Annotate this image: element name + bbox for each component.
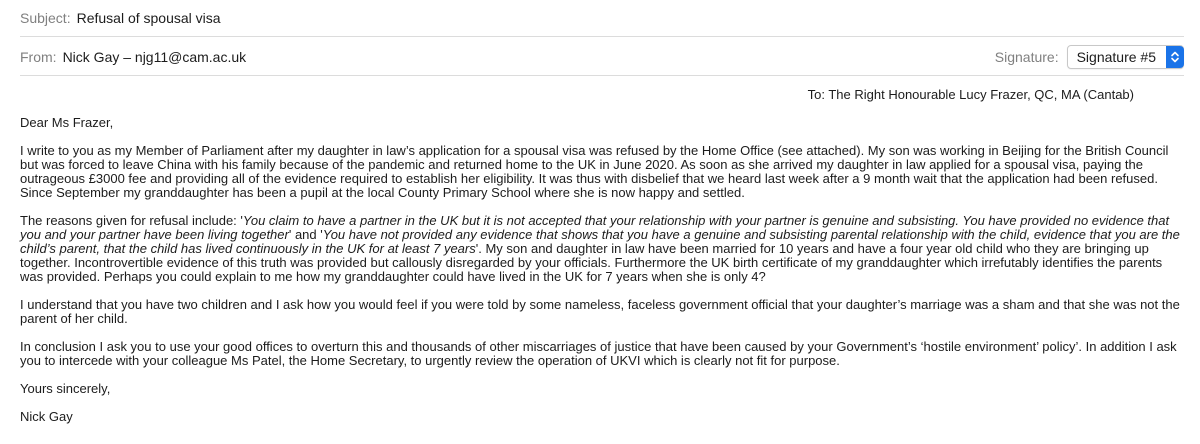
chevron-up-down-icon-graphic (1170, 50, 1180, 64)
chevron-up-down-icon[interactable] (1166, 46, 1184, 68)
from-label: From: (20, 48, 57, 65)
subject-label: Subject: (20, 10, 71, 26)
paragraph-2 (20, 214, 1180, 284)
signature-select[interactable] (1067, 45, 1184, 69)
signature-label: Signature: (994, 48, 1059, 65)
paragraph-2-intro: The reasons given for refusal include: ' (20, 213, 243, 228)
closing: Yours sincerely, (20, 381, 111, 396)
paragraph-1: I write to you as my Member of Parliament after my daughter in law’s application for a spousal visa was refused by the Home Office (see attached). My son was working in Beijing for the British Council but was forced to leave China with his family because of the pandemic and returned home to the UK in June 2020. As soon as she arrived my daughter in law applied for a spousal visa, paying the outrageous £3000 fee and providing all of the evidence required to establish her eligibility. It was thus with disbelief that we heard last week after a 9 month wait that the application had been refused. Since September my granddaughter has been a pupil at the local County Primary School where she is now happy and settled. (20, 143, 1169, 200)
paragraph-2-rest: '. My son and daughter in law have been married for 10 years and have a four year old child who they are bringing up together. Incontrovertible evidence of this truth was provided but callously disregarded by your officials. Furthermore the UK birth certificate of my granddaughter which irrefutably identifies the parents was provided. Perhaps you could explain to me how my granddaughter could have lived in the UK for 7 years when she is only 4? (20, 241, 1163, 284)
signature-name: Nick Gay (20, 409, 73, 424)
from-row (20, 38, 1184, 76)
recipient-line: To: The Right Honourable Lucy Frazer, QC, MA (Cantab) (807, 87, 1134, 102)
greeting: Dear Ms Frazer, (20, 115, 114, 130)
from-field[interactable]: Nick Gay – njg11@cam.ac.uk (62, 48, 247, 65)
paragraph-2-joiner: ' and ' (288, 227, 323, 242)
paragraph-2-quote-1: You claim to have a partner in the UK but it is not accepted that your relationship with your partner is genuine and subsisting. You have provided no evidence that you and your partner have been living together (20, 213, 1170, 242)
paragraph-2-quote-2: You have not provided any evidence that shows that you have a genuine and subsisting parental relationship with the child, evidence that you are the child’s parent, that the child has lived continuously in the UK for at least 7 years (20, 227, 1180, 256)
paragraph-4: In conclusion I ask you to use your good offices to overturn this and thousands of other miscarriages of justice that have been caused by your Government’s ‘hostile environment’ policy’. In addition I ask you to intercede with your colleague Ms Patel, the Home Secretary, to urgently review the operation of UKVI which is clearly not fit for purpose. (20, 339, 1177, 368)
subject-field[interactable]: Refusal of spousal visa (76, 10, 221, 26)
signature-select-value: Signature #5 (1076, 48, 1156, 65)
subject-row (20, 0, 1184, 37)
message-body[interactable] (20, 88, 1180, 438)
paragraph-3: I understand that you have two children and I ask how you would feel if you were told by some nameless, faceless government official that your daughter’s marriage was a sham and that she was not the parent of her child. (20, 297, 1180, 326)
